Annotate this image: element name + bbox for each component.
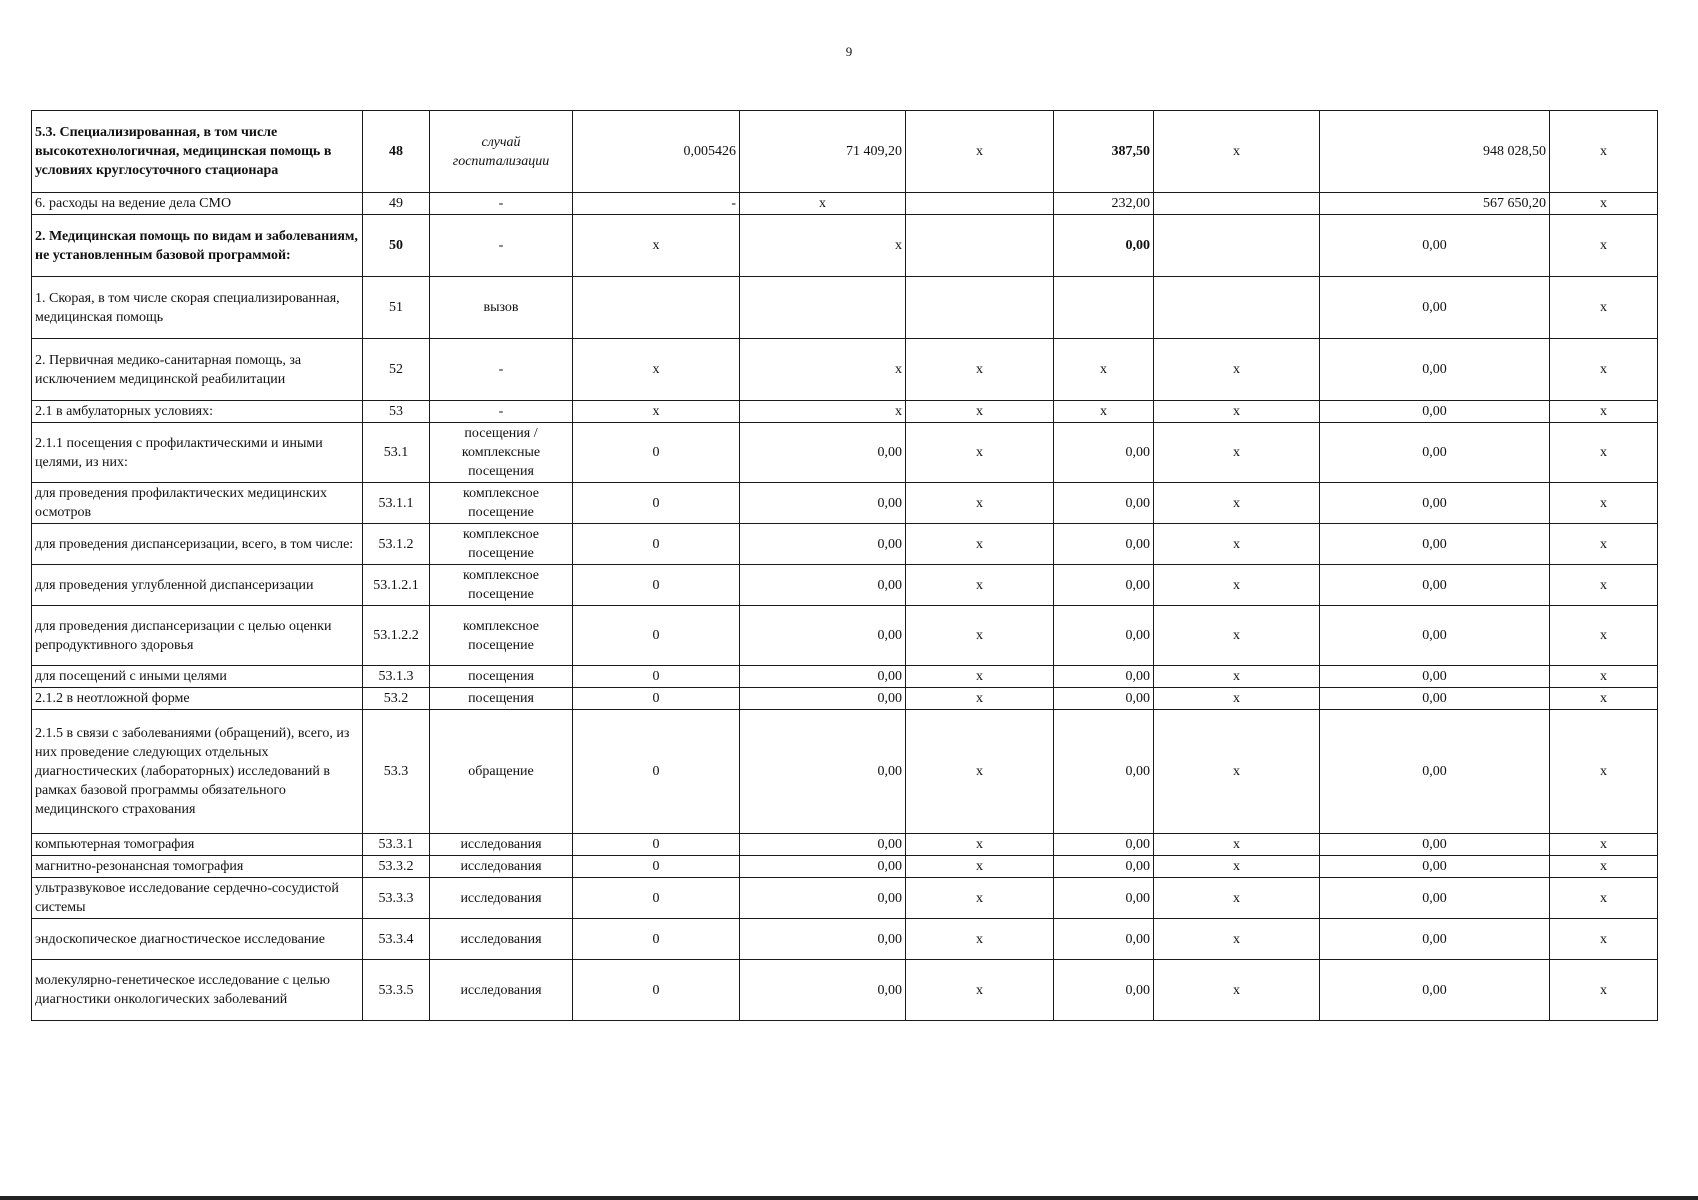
row-name: 2. Первичная медико-санитарная помощь, за исключением медицинской реабилитации [32, 339, 363, 401]
row-unit: посещения / комплексные посещения [430, 423, 573, 483]
row-col6: x [906, 339, 1054, 401]
row-code: 51 [363, 277, 430, 339]
row-col10: x [1550, 606, 1658, 666]
row-col6: x [906, 919, 1054, 960]
row-col9: 0,00 [1320, 666, 1550, 688]
row-col10: x [1550, 277, 1658, 339]
row-col7 [1054, 277, 1154, 339]
row-col5: 71 409,20 [740, 111, 906, 193]
row-code: 53 [363, 401, 430, 423]
row-unit: посещения [430, 688, 573, 710]
row-col4: 0 [573, 524, 740, 565]
row-col4 [573, 277, 740, 339]
row-col5: 0,00 [740, 565, 906, 606]
row-name: 6. расходы на ведение дела СМО [32, 193, 363, 215]
row-col4: 0 [573, 688, 740, 710]
row-name: 2.1.5 в связи с заболеваниями (обращений), всего, из них проведение следующих отдельных диагностических (лабораторных) исследований в рамках базовой программы обязательного медицинского страхования [32, 710, 363, 834]
row-col7: x [1054, 339, 1154, 401]
table-row [32, 960, 1658, 1021]
row-col9: 567 650,20 [1320, 193, 1550, 215]
row-code: 53.1.2.1 [363, 565, 430, 606]
row-col5: 0,00 [740, 919, 906, 960]
row-col8: x [1154, 834, 1320, 856]
row-col9: 0,00 [1320, 524, 1550, 565]
row-col4: 0,005426 [573, 111, 740, 193]
row-unit: - [430, 215, 573, 277]
row-col8: x [1154, 423, 1320, 483]
row-col4: 0 [573, 606, 740, 666]
row-name: 2.1.1 посещения с профилактическими и иными целями, из них: [32, 423, 363, 483]
row-unit: комплексное посещение [430, 565, 573, 606]
row-col8: x [1154, 710, 1320, 834]
row-col4: 0 [573, 960, 740, 1021]
row-col4: 0 [573, 710, 740, 834]
table-row [32, 193, 1658, 215]
row-col6 [906, 277, 1054, 339]
row-col6: x [906, 834, 1054, 856]
row-col10: x [1550, 710, 1658, 834]
row-col9: 0,00 [1320, 339, 1550, 401]
row-col9: 0,00 [1320, 423, 1550, 483]
row-col8: x [1154, 401, 1320, 423]
row-col4: 0 [573, 834, 740, 856]
row-col10: x [1550, 423, 1658, 483]
row-col7: 0,00 [1054, 710, 1154, 834]
row-col10: х [1550, 111, 1658, 193]
row-col6: x [906, 401, 1054, 423]
row-col4: x [573, 215, 740, 277]
row-col5 [740, 277, 906, 339]
table-row [32, 856, 1658, 878]
row-col5: x [740, 193, 906, 215]
row-unit: обращение [430, 710, 573, 834]
table-row [32, 666, 1658, 688]
row-code: 53.3 [363, 710, 430, 834]
row-name: 2.1.2 в неотложной форме [32, 688, 363, 710]
row-name: для проведения углубленной диспансеризации [32, 565, 363, 606]
row-name: 5.3. Специализированная, в том числе высокотехнологичная, медицинская помощь в условиях круглосуточного стационара [32, 111, 363, 193]
row-col4: 0 [573, 483, 740, 524]
table-row [32, 919, 1658, 960]
row-col7: 232,00 [1054, 193, 1154, 215]
row-col8: x [1154, 919, 1320, 960]
table-row [32, 277, 1658, 339]
row-col4: 0 [573, 565, 740, 606]
table-row [32, 688, 1658, 710]
row-unit: комплексное посещение [430, 524, 573, 565]
row-name: компьютерная томография [32, 834, 363, 856]
row-col8: x [1154, 483, 1320, 524]
table-row [32, 710, 1658, 834]
row-col10: x [1550, 856, 1658, 878]
row-name: для проведения профилактических медицинских осмотров [32, 483, 363, 524]
row-code: 48 [363, 111, 430, 193]
row-col8: x [1154, 339, 1320, 401]
row-col9: 0,00 [1320, 834, 1550, 856]
bottom-scan-edge [0, 1196, 1698, 1200]
row-col10: x [1550, 834, 1658, 856]
row-unit: посещения [430, 666, 573, 688]
row-name: 1. Скорая, в том числе скорая специализированная, медицинская помощь [32, 277, 363, 339]
table-row [32, 401, 1658, 423]
row-col5: 0,00 [740, 606, 906, 666]
row-col10: x [1550, 878, 1658, 919]
row-col8 [1154, 277, 1320, 339]
row-col6: x [906, 524, 1054, 565]
row-col5: 0,00 [740, 834, 906, 856]
table-row [32, 524, 1658, 565]
row-name: для проведения диспансеризации, всего, в том числе: [32, 524, 363, 565]
row-col8: x [1154, 878, 1320, 919]
table-row [32, 215, 1658, 277]
row-col5: 0,00 [740, 878, 906, 919]
row-col9: 0,00 [1320, 215, 1550, 277]
row-name: молекулярно-генетическое исследование с целью диагностики онкологических заболеваний [32, 960, 363, 1021]
row-unit: комплексное посещение [430, 606, 573, 666]
row-col10: x [1550, 919, 1658, 960]
row-col8: x [1154, 666, 1320, 688]
row-col5: 0,00 [740, 710, 906, 834]
row-col7: 0,00 [1054, 524, 1154, 565]
row-code: 53.3.1 [363, 834, 430, 856]
row-col10: x [1550, 688, 1658, 710]
row-col5: x [740, 339, 906, 401]
row-col8: x [1154, 960, 1320, 1021]
row-name: для посещений с иными целями [32, 666, 363, 688]
row-col9: 0,00 [1320, 277, 1550, 339]
table-row [32, 565, 1658, 606]
row-col9: 0,00 [1320, 483, 1550, 524]
row-col9: 0,00 [1320, 878, 1550, 919]
table-row [32, 606, 1658, 666]
row-col7: 0,00 [1054, 919, 1154, 960]
row-col7: 0,00 [1054, 856, 1154, 878]
row-col4: x [573, 401, 740, 423]
row-col7: 0,00 [1054, 423, 1154, 483]
row-code: 53.1.3 [363, 666, 430, 688]
row-name: магнитно-резонансная томография [32, 856, 363, 878]
row-unit: комплексное посещение [430, 483, 573, 524]
table-row [32, 339, 1658, 401]
row-col5: 0,00 [740, 423, 906, 483]
row-col7: x [1054, 401, 1154, 423]
row-col5: 0,00 [740, 856, 906, 878]
row-col9: 0,00 [1320, 710, 1550, 834]
row-code: 53.3.2 [363, 856, 430, 878]
row-col6 [906, 215, 1054, 277]
row-col4: 0 [573, 666, 740, 688]
row-col10: x [1550, 401, 1658, 423]
row-unit: случай госпитализации [430, 111, 573, 193]
page-number: 9 [845, 44, 853, 59]
row-code: 53.1.2 [363, 524, 430, 565]
row-col7: 0,00 [1054, 878, 1154, 919]
row-col9: 0,00 [1320, 960, 1550, 1021]
row-col10: x [1550, 666, 1658, 688]
row-col7: 0,00 [1054, 960, 1154, 1021]
row-col8: x [1154, 524, 1320, 565]
row-unit: - [430, 339, 573, 401]
row-col4: 0 [573, 423, 740, 483]
row-col6: х [906, 111, 1054, 193]
row-col10: x [1550, 483, 1658, 524]
row-unit: исследования [430, 919, 573, 960]
row-code: 53.1 [363, 423, 430, 483]
row-col8 [1154, 193, 1320, 215]
row-col8: x [1154, 606, 1320, 666]
row-col6: x [906, 423, 1054, 483]
row-code: 52 [363, 339, 430, 401]
row-col8: x [1154, 856, 1320, 878]
row-col8: x [1154, 688, 1320, 710]
row-col10: x [1550, 565, 1658, 606]
table-row [32, 834, 1658, 856]
row-col6 [906, 193, 1054, 215]
row-col8 [1154, 215, 1320, 277]
row-col6: x [906, 710, 1054, 834]
row-unit: - [430, 193, 573, 215]
row-col7: 0,00 [1054, 606, 1154, 666]
row-col9: 0,00 [1320, 688, 1550, 710]
row-col10: x [1550, 193, 1658, 215]
row-col9: 0,00 [1320, 856, 1550, 878]
row-col4: x [573, 339, 740, 401]
row-code: 53.3.4 [363, 919, 430, 960]
row-col7: 0,00 [1054, 483, 1154, 524]
row-col6: x [906, 666, 1054, 688]
row-name: эндоскопическое диагностическое исследование [32, 919, 363, 960]
row-col4: 0 [573, 878, 740, 919]
row-col7: 0,00 [1054, 666, 1154, 688]
row-unit: исследования [430, 878, 573, 919]
row-code: 50 [363, 215, 430, 277]
row-col7: 0,00 [1054, 834, 1154, 856]
row-unit: - [430, 401, 573, 423]
row-col4: 0 [573, 856, 740, 878]
row-col6: x [906, 878, 1054, 919]
row-name: 2. Медицинская помощь по видам и заболеваниям, не установленным базовой программой: [32, 215, 363, 277]
row-col9: 0,00 [1320, 919, 1550, 960]
row-col5: 0,00 [740, 666, 906, 688]
row-code: 53.3.5 [363, 960, 430, 1021]
row-col9: 0,00 [1320, 565, 1550, 606]
row-name: для проведения диспансеризации с целью оценки репродуктивного здоровья [32, 606, 363, 666]
row-col7: 0,00 [1054, 215, 1154, 277]
row-col6: x [906, 960, 1054, 1021]
row-col4: 0 [573, 919, 740, 960]
row-code: 53.1.1 [363, 483, 430, 524]
row-unit: исследования [430, 960, 573, 1021]
row-col9: 948 028,50 [1320, 111, 1550, 193]
row-unit: вызов [430, 277, 573, 339]
row-col7: 387,50 [1054, 111, 1154, 193]
row-col5: x [740, 215, 906, 277]
row-col6: x [906, 688, 1054, 710]
row-unit: исследования [430, 834, 573, 856]
table-row [32, 111, 1658, 193]
row-col9: 0,00 [1320, 606, 1550, 666]
row-col10: x [1550, 339, 1658, 401]
table-row [32, 878, 1658, 919]
row-col6: x [906, 565, 1054, 606]
table-row [32, 483, 1658, 524]
row-code: 53.1.2.2 [363, 606, 430, 666]
table-row [32, 423, 1658, 483]
row-col6: x [906, 856, 1054, 878]
row-name: 2.1 в амбулаторных условиях: [32, 401, 363, 423]
row-code: 53.3.3 [363, 878, 430, 919]
row-col8: х [1154, 111, 1320, 193]
row-col5: 0,00 [740, 483, 906, 524]
row-code: 53.2 [363, 688, 430, 710]
row-col7: 0,00 [1054, 688, 1154, 710]
row-col5: 0,00 [740, 960, 906, 1021]
row-col8: x [1154, 565, 1320, 606]
row-unit: исследования [430, 856, 573, 878]
cost-table [31, 110, 1658, 1021]
row-code: 49 [363, 193, 430, 215]
row-col9: 0,00 [1320, 401, 1550, 423]
row-col5: 0,00 [740, 688, 906, 710]
row-col4: - [573, 193, 740, 215]
row-col10: x [1550, 960, 1658, 1021]
row-col6: x [906, 483, 1054, 524]
row-col6: x [906, 606, 1054, 666]
row-col7: 0,00 [1054, 565, 1154, 606]
row-col5: x [740, 401, 906, 423]
row-name: ультразвуковое исследование сердечно-сосудистой системы [32, 878, 363, 919]
row-col10: x [1550, 215, 1658, 277]
row-col5: 0,00 [740, 524, 906, 565]
row-col10: x [1550, 524, 1658, 565]
